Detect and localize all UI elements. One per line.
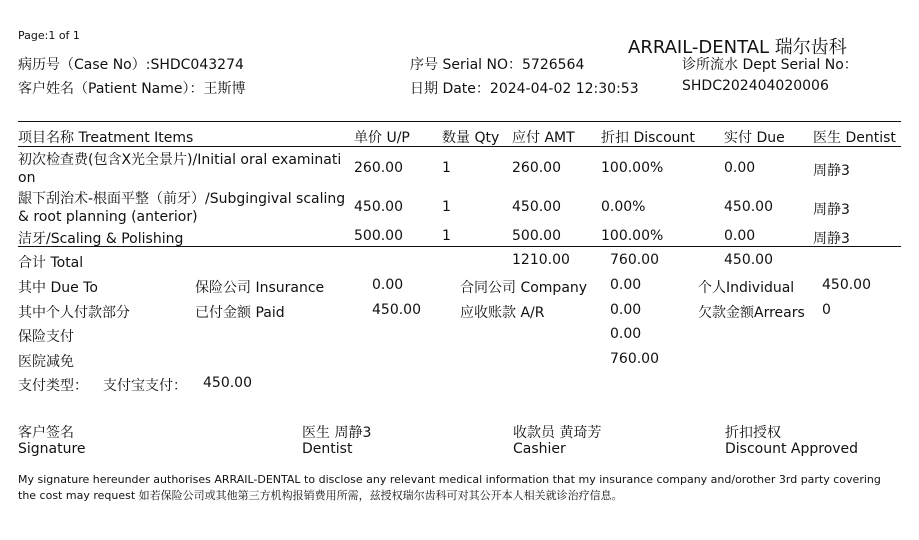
- arrears-value: 0: [822, 302, 831, 318]
- table-top-rule: [18, 121, 901, 122]
- dept-serial-label: 诊所流水 Dept Serial No：: [682, 57, 858, 73]
- arrears-label: 欠款金额Arrears: [698, 305, 805, 321]
- row-unit-price: 500.00: [354, 228, 403, 244]
- row-dentist: 周静3: [813, 231, 850, 247]
- row-dentist: 周静3: [813, 163, 850, 179]
- total-label: 合计 Total: [18, 255, 84, 271]
- row-due: 0.00: [724, 228, 756, 244]
- discount-approval-block: [725, 425, 858, 457]
- payment-type-label: 支付类型：: [18, 378, 88, 394]
- disclosure-note: My signature hereunder authorises ARRAIL-DENTAL to disclose any relevant medical information that my insurance company and/orother 3rd party covering the cost may request 如若保险公司或其他第三方机构报销费用所需，兹授权瑞尔齿科可对其公开本人相关就诊治疗信息。: [18, 473, 881, 502]
- ar-value: 0.00: [610, 302, 642, 318]
- customer-signature-cn: 客户签名: [18, 425, 74, 441]
- hospital-reduction-value: 760.00: [610, 351, 659, 367]
- row-dentist: 周静3: [813, 202, 850, 218]
- insurance-label: 保险公司 Insurance: [195, 280, 325, 296]
- visit-date: 日期 Date：2024-04-02 12:30:53: [410, 81, 639, 97]
- row-qty: 1: [442, 228, 451, 244]
- discount-approval-en: Discount Approved: [725, 441, 859, 457]
- total-amt: 1210.00: [512, 252, 570, 268]
- company-value: 0.00: [610, 277, 642, 293]
- serial-number: 序号 Serial NO：5726564: [410, 57, 585, 73]
- cashier-signature-cn: 收款员 黄琦芳: [513, 425, 602, 441]
- dentist-signature-cn: 医生 周静3: [302, 425, 372, 441]
- customer-signature-en: Signature: [18, 441, 86, 457]
- col-header-due: 实付 Due: [724, 130, 785, 146]
- brand-name: ARRAIL-DENTAL 瑞尔齿科: [628, 37, 847, 58]
- case-number: 病历号（Case No）:SHDC043274: [18, 57, 244, 73]
- row-discount: 100.00%: [601, 228, 664, 244]
- dentist-signature-en: Dentist: [302, 441, 353, 457]
- patient-name: 客户姓名（Patient Name）：王斯博: [18, 81, 246, 97]
- row-qty: 1: [442, 160, 451, 176]
- row-due: 0.00: [724, 160, 756, 176]
- row-due: 450.00: [724, 199, 773, 215]
- due-to-label: 其中 Due To: [18, 280, 98, 296]
- payment-method: 支付宝支付：: [103, 378, 187, 394]
- dept-serial-value: SHDC202404020006: [682, 78, 829, 94]
- company-label: 合同公司 Company: [460, 280, 588, 296]
- col-header-qty: 数量 Qty: [442, 130, 500, 146]
- row-item: 初次检查费(包含X光全景片)/Initial oral examination: [18, 152, 342, 186]
- paid-value: 450.00: [372, 302, 421, 318]
- insurance-value: 0.00: [372, 277, 404, 293]
- individual-label: 个人Individual: [698, 280, 795, 296]
- total-discount: 760.00: [610, 252, 659, 268]
- col-header-unit-price: 单价 U/P: [354, 130, 410, 146]
- col-header-item: 项目名称 Treatment Items: [18, 130, 194, 146]
- insurance-pay-value: 0.00: [610, 326, 642, 342]
- insurance-pay-label: 保险支付: [18, 329, 74, 345]
- col-header-dentist: 医生 Dentist: [813, 130, 896, 146]
- row-unit-price: 450.00: [354, 199, 403, 215]
- row-amt: 260.00: [512, 160, 561, 176]
- dentist-signature-block: [302, 425, 371, 457]
- col-header-discount: 折扣 Discount: [601, 130, 695, 146]
- page-indicator: Page:1 of 1: [18, 29, 80, 42]
- cashier-signature-block: [513, 425, 601, 457]
- row-amt: 450.00: [512, 199, 561, 215]
- ar-label: 应收账款 A/R: [460, 305, 545, 321]
- individual-value: 450.00: [822, 277, 871, 293]
- table-header-rule: [18, 146, 901, 147]
- payment-amount: 450.00: [203, 375, 252, 391]
- cashier-signature-en: Cashier: [513, 441, 566, 457]
- paid-label: 已付金额 Paid: [195, 305, 285, 321]
- row-unit-price: 260.00: [354, 160, 403, 176]
- row-item: 龈下刮治术-根面平整（前牙）/Subgingival scaling & root planning (anterior): [18, 191, 346, 225]
- personal-part-label: 其中个人付款部分: [18, 305, 130, 321]
- row-discount: 100.00%: [601, 160, 664, 176]
- table-bottom-rule: [18, 246, 901, 247]
- row-item: 洁牙/Scaling & Polishing: [18, 231, 184, 247]
- col-header-amt: 应付 AMT: [512, 130, 575, 146]
- discount-approval-cn: 折扣授权: [725, 425, 781, 441]
- customer-signature-block: [18, 425, 86, 457]
- row-amt: 500.00: [512, 228, 561, 244]
- hospital-reduction-label: 医院减免: [18, 354, 74, 370]
- total-due: 450.00: [724, 252, 773, 268]
- row-qty: 1: [442, 199, 451, 215]
- row-discount: 0.00%: [601, 199, 646, 215]
